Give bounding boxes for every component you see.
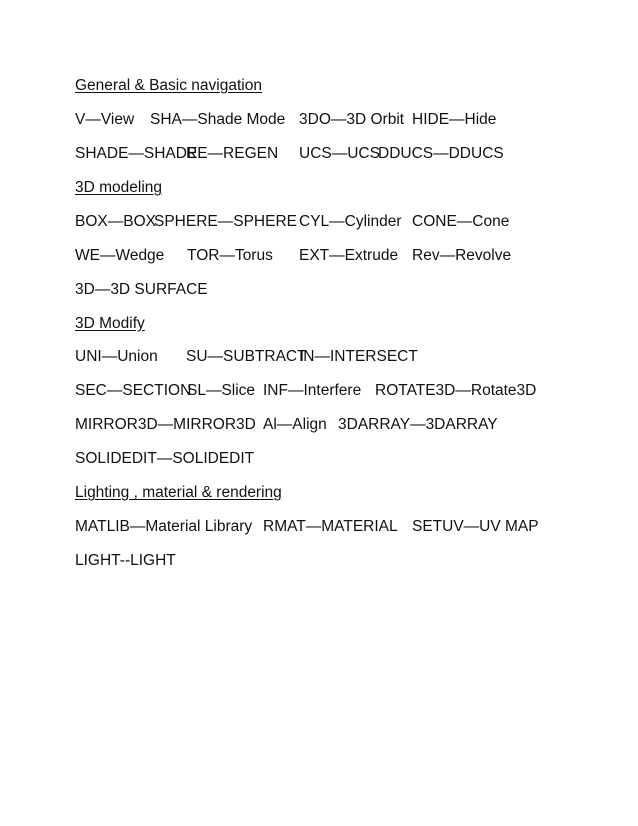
command-entry: Rev—Revolve <box>412 247 512 264</box>
command-entry: SHADE—SHADE <box>75 145 198 162</box>
command-entry: HIDE—Hide <box>412 111 497 128</box>
command-row <box>75 517 555 537</box>
command-entry: EXT—Extrude <box>299 247 399 264</box>
command-entry: SPHERE—SPHERE <box>154 213 297 230</box>
command-entry: DDUCS—DDUCS <box>378 145 504 162</box>
command-row <box>75 110 555 130</box>
section-heading-lighting: Lighting , material & rendering <box>75 484 282 501</box>
command-entry: CONE—Cone <box>412 213 510 230</box>
section-heading-3d-modify: 3D Modify <box>75 315 145 332</box>
command-entry: SU—SUBTRACT <box>186 348 307 365</box>
command-entry: Al—Align <box>263 416 327 433</box>
command-entry: SETUV—UV MAP <box>412 518 539 535</box>
command-entry: SHA—Shade Mode <box>150 111 286 128</box>
command-entry: UNI—Union <box>75 348 158 365</box>
command-entry: LIGHT--LIGHT <box>75 552 176 569</box>
command-entry: V—View <box>75 111 135 128</box>
command-row <box>75 415 555 435</box>
command-entry: BOX—BOX <box>75 213 156 230</box>
command-entry: SEC—SECTION <box>75 382 192 399</box>
command-entry: WE—Wedge <box>75 247 165 264</box>
command-entry: IN—INTERSECT <box>299 348 418 365</box>
section-heading-3d-modeling: 3D modeling <box>75 179 163 196</box>
command-entry: MATLIB—Material Library <box>75 518 253 535</box>
command-row <box>75 246 555 266</box>
command-entry: INF—Interfere <box>263 382 362 399</box>
command-entry: TOR—Torus <box>187 247 273 264</box>
command-row <box>75 347 555 367</box>
command-entry: ROTATE3D—Rotate3D <box>375 382 537 399</box>
command-entry: CYL—Cylinder <box>299 213 402 230</box>
command-entry: 3DO—3D Orbit <box>299 111 405 128</box>
command-row <box>75 212 555 232</box>
command-row <box>75 144 555 164</box>
command-entry: RMAT—MATERIAL <box>263 518 398 535</box>
command-entry: MIRROR3D—MIRROR3D <box>75 416 256 433</box>
command-entry: SL—Slice <box>187 382 256 399</box>
command-row <box>75 381 555 401</box>
section-heading-general: General & Basic navigation <box>75 77 262 94</box>
command-entry: SOLIDEDIT—SOLIDEDIT <box>75 450 255 467</box>
command-entry: RE—REGEN <box>186 145 279 162</box>
command-entry: UCS—UCS <box>299 145 380 162</box>
command-entry: 3DARRAY—3DARRAY <box>338 416 498 433</box>
command-entry: 3D—3D SURFACE <box>75 281 208 298</box>
